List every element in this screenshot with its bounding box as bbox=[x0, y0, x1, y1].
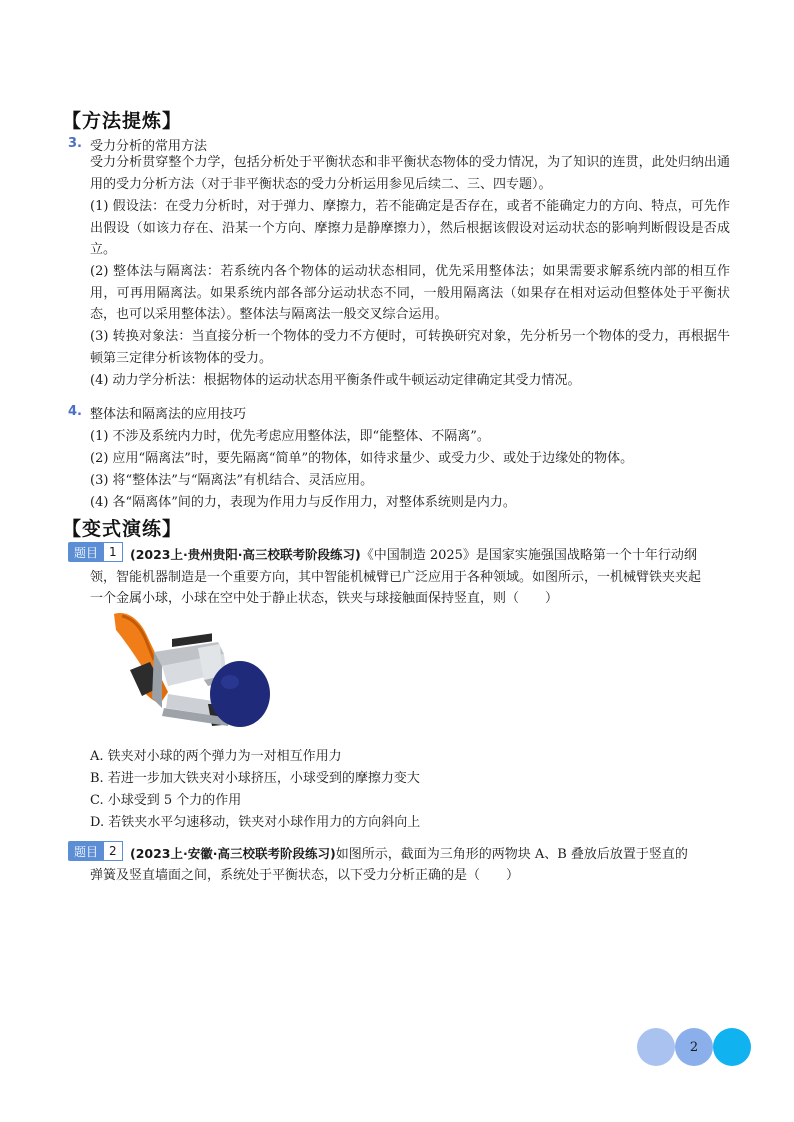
question-2-source: (2023上·安徽·高三校联考阶段练习) bbox=[130, 846, 336, 861]
item4-tip-3: (3) 将“整体法”与“隔离法”有机结合、灵活应用。 bbox=[90, 473, 374, 488]
section-title-practice: 【变式演练】 bbox=[62, 518, 183, 540]
question-1-source: (2023上·贵州贵阳·高三校联考阶段练习) bbox=[130, 547, 361, 562]
question-tag-number: 1 bbox=[104, 542, 123, 562]
badge-circle-left bbox=[637, 1028, 675, 1066]
page-number: 2 bbox=[675, 1028, 713, 1066]
question-2-line-1 bbox=[130, 843, 688, 862]
item-title-4: 整体法和隔离法的应用技巧 bbox=[90, 407, 247, 422]
question-1-stem-start: 《中国制造 2025》是国家实施强国战略第一个十年行动纲 bbox=[360, 548, 697, 563]
question-1-line-2: 领，智能机器制造是一个重要方向，其中智能机械臂已广泛应用于各种领域。如图所示，一机械臂铁夹夹起 bbox=[90, 570, 702, 585]
question-1-option-d: D. 若铁夹水平匀速移动，铁夹对小球作用力的方向斜向上 bbox=[90, 815, 421, 830]
item3-whole-isolation-method: (2) 整体法与隔离法：若系统内各个物体的运动状态相同，优先采用整体法；如果需要求解系统内部的相互作用，可再用隔离法。如果系统内部各部分运动状态不同，一般用隔离法（如果存在相对运动但整体处于平衡状态，也可以采用整体法）。整体法与隔离法一般交叉综合运用。 bbox=[90, 264, 730, 322]
item-number-3: 3. bbox=[68, 136, 82, 151]
item4-tip-4: (4) 各“隔离体”间的力，表现为作用力与反作用力，对整体系统则是内力。 bbox=[90, 495, 516, 510]
question-1-option-a: A. 铁夹对小球的两个弹力为一对相互作用力 bbox=[90, 749, 342, 764]
question-tag-number: 2 bbox=[104, 841, 123, 861]
question-tag-1 bbox=[68, 542, 123, 562]
page-number-badge bbox=[637, 1028, 753, 1068]
item4-tip-2: (2) 应用“隔离法”时，要先隔离“简单”的物体，如待求量少、或受力少、或处于边缘处的物体。 bbox=[90, 451, 634, 466]
badge-circle-right bbox=[713, 1028, 751, 1066]
question-1-line-3: 一个金属小球，小球在空中处于静止状态，铁夹与球接触面保持竖直，则（ ） bbox=[90, 591, 559, 606]
question-2-stem-start: 如图所示，截面为三角形的两物块 A、B 叠放后放置于竖直的 bbox=[335, 847, 688, 862]
item3-intro: 受力分析贯穿整个力学，包括分析处于平衡状态和非平衡状态物体的受力情况，为了知识的连贯，此处归纳出通用的受力分析方法（对于非平衡状态的受力分析运用参见后续二、三、四专题）。 bbox=[90, 155, 730, 192]
question-1-line-1 bbox=[130, 544, 697, 563]
item3-assumption-method: (1) 假设法：在受力分析时，对于弹力、摩擦力，若不能确定是否存在，或者不能确定力的方向、特点，可先作出假设（如该力存在、沿某一个方向、摩擦力是静摩擦力），然后根据该假设对运动状态的影响判断假设是否成立。 bbox=[90, 199, 730, 257]
item4-tip-1: (1) 不涉及系统内力时，优先考虑应用整体法，即“能整体、不隔离”。 bbox=[90, 429, 490, 444]
item3-dynamics-method: (4) 动力学分析法：根据物体的运动状态用平衡条件或牛顿运动定律确定其受力情况。 bbox=[90, 373, 581, 388]
question-2-line-2: 弹簧及竖直墙面之间，系统处于平衡状态，以下受力分析正确的是（ ） bbox=[90, 868, 520, 883]
section-title-method: 【方法提炼】 bbox=[62, 110, 183, 132]
robot-arm-clamp-ball-figure bbox=[108, 608, 278, 733]
question-1-option-b: B. 若进一步加大铁夹对小球挤压，小球受到的摩擦力变大 bbox=[90, 771, 420, 786]
question-tag-2 bbox=[68, 841, 123, 861]
question-tag-label: 题目 bbox=[68, 841, 104, 861]
question-1-option-c: C. 小球受到 5 个力的作用 bbox=[90, 793, 242, 808]
item-title-3: 受力分析的常用方法 bbox=[90, 139, 208, 154]
item-number-4: 4. bbox=[68, 404, 82, 419]
item3-transfer-object-method: (3) 转换对象法：当直接分析一个物体的受力不方便时，可转换研究对象，先分析另一个物体的受力，再根据牛顿第三定律分析该物体的受力。 bbox=[90, 329, 730, 366]
question-tag-label: 题目 bbox=[68, 542, 104, 562]
